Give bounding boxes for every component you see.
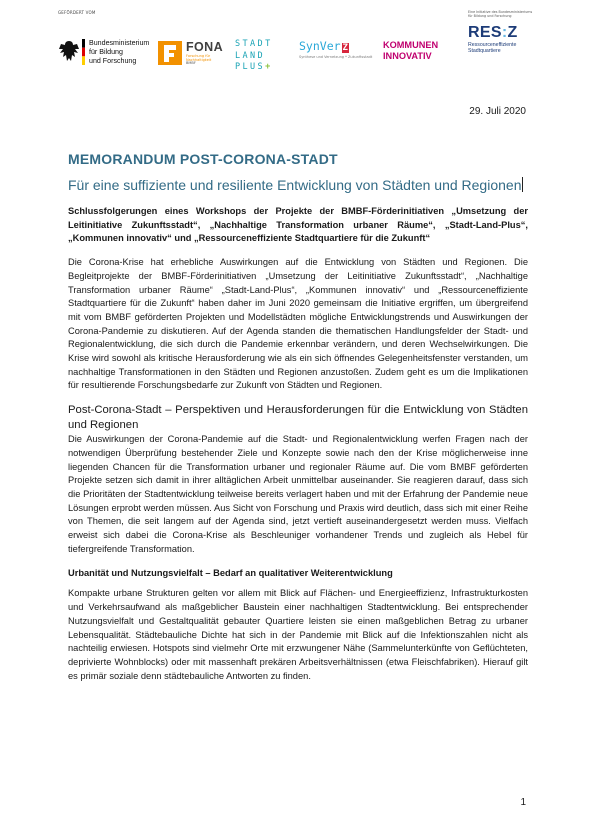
fona-logo <box>158 40 228 70</box>
synverz-subtitle: Synthese und Vernetzung * Zukunftsstadt <box>299 55 373 59</box>
fona-bmbf-label: BMBF <box>186 61 196 65</box>
section-heading-urbanitaet: Urbanität und Nutzungsvielfalt – Bedarf an qualitativer Weiterentwicklung <box>68 568 393 579</box>
german-flag-icon <box>82 39 85 65</box>
kommunen-innovativ-logo: KOMMUNEN INNOVATIV <box>383 40 439 61</box>
document-title: MEMORANDUM POST-CORONA-STADT <box>68 151 338 167</box>
resz-initiative-label: Eine Initiative des Bundesministeriums für Bildung und Forschung <box>468 10 533 18</box>
fona-subtitle: Forschung für Nachhaltigkeit <box>186 54 212 62</box>
body-paragraph-2: Die Auswirkungen der Corona-Pandemie auf die Stadt- und Regionalentwicklung werfen Fragen nach der notwendigen Überprüfung bestehender Ziele und Konzepte sowie nach den der Krise möglicherweise inne liegenden Chancen für die Transformation urbaner und regionaler Räume auf. Die vom BMBF geförderten Projekte setzen sich damit in ihrer alltäglichen Arbeit unmittelbar auseinander. Sie reagieren darauf, dass sich die Prioritäten der Stadtentwicklung teilweise bereits verlagert haben und mit der Erfahrung der Pandemie neue Lösungen erprobt werden müssen. Aus Sicht von Forschung und Praxis wird deutlich, dass sich mit einer Reihe von Themen, die seit langem auf der Agenda sind, jetzt vertieft auseinandergesetzt werden muss. Vielfach erweist sich dabei die Corona-Krise als Beschleuniger vorhandener Trends und zugleich als Hebel für tiefergreifende Transformation. <box>68 434 528 554</box>
document-body <box>68 151 528 683</box>
logo-bar <box>58 10 548 72</box>
page-number: 1 <box>520 797 526 808</box>
document-date: 29. Juli 2020 <box>469 106 526 117</box>
bmbf-logo <box>58 10 170 72</box>
resz-logo <box>468 10 548 72</box>
resz-subtitle: Ressourceneffiziente Stadtquartiere <box>468 42 517 54</box>
text-cursor <box>522 177 523 192</box>
federal-eagle-icon <box>58 40 80 64</box>
fona-name: FONA <box>186 40 224 54</box>
body-paragraph-3: Kompakte urbane Strukturen gelten vor allem mit Blick auf Flächen- und Energieeffizienz, Infrastrukturkosten und Verkehrsaufwand als maßgeblicher Baustein einer nachhaltigen Stadtentwicklung. Bei entsprechender Nutzungsvielfalt und Gestaltqualität gebauter Quartiere leisten sie einen maßgeblichen Betrag zu urbaner Lebensqualität. Städtebauliche Dichte hat sich in der Pandemie mit Blick auf die Infektionszahlen nicht als nachteilig erwiesen. Hotspots sind vielmehr Orte mit erzwungener Nähe (Sammelunterkünfte von Geflüchteten, deprivierte Wohnblocks) oder mit massenhaft prekären Arbeitsverhältnissen (etwa Fleischfabriken). Hierauf gilt es primär soziale denn städtebauliche Antworten zu finden. <box>68 588 528 681</box>
section-heading-post-corona: Post-Corona-Stadt – Perspektiven und Herausforderungen für die Entwicklung von Städten und Regionen <box>68 404 528 432</box>
document-subtitle[interactable]: Für eine suffiziente und resiliente Entwicklung von Städten und Regionen <box>68 177 522 193</box>
stadt-land-plus-logo: STADT LAND PLUS+ <box>235 39 273 72</box>
resz-wordmark: RES:Z <box>468 24 518 41</box>
bmbf-name: Bundesministerium für Bildung und Forschung <box>89 39 150 65</box>
synverz-logo: SynVer Z Synthese und Vernetzung * Zukunftsstadt <box>299 39 373 59</box>
plus-mark: + <box>265 62 273 72</box>
fona-mark-icon <box>158 41 182 65</box>
synverz-z-mark: Z <box>342 43 348 53</box>
supported-by-label: GEFÖRDERT VOM <box>58 10 96 15</box>
intro-paragraph: Schlussfolgerungen eines Workshops der Projekte der BMBF-Förderinitiativen „Umsetzung der Leitinitiative Zukunftsstadt“, „Nachhaltige Transformation urbaner Räume“, „Stadt-Land-Plus“, „Kommunen innovativ“ und „Ressourceneffiziente Stadtquartiere für die Zukunft“ <box>68 206 528 244</box>
body-paragraph-1: Die Corona-Krise hat erhebliche Auswirkungen auf die Entwicklung von Städten und Regionen. Die Begleitprojekte der BMBF-Förderinitiativen „Umsetzung der Leitinitiative Zukunftsstadt“, „Nachhaltige Transformation urbaner Räume“ „Stadt-Land-Plus“, „Kommunen innovativ“ und „Ressourceneffiziente Stadtquartiere für die Zukunft“ haben daher im Juni 2020 gemeinsam die Initiative ergriffen, um übergreifend mit vom BMBF geförderten Projekten und Modellstädten mögliche Entwicklungstrends und Auswirkungen der Corona-Pandemie zu diskutieren. Auf der Agenda standen die thematischen Handlungsfelder der Stadt- und Regionalentwicklung, die sich durch die Pandemie erkennbar verändern, und deren Wechselwirkungen. Die Krise wird sowohl als kritische Herausforderung wie als ein sich öffnendes Gelegenheitsfenster verstanden, um nachhaltige Transformationen in den Städten und Regionen anzustoßen. Zudem geht es um die Implikationen für resultierende Forschungsbedarfe zur Zukunft von Städten und Regionen. <box>68 257 528 391</box>
